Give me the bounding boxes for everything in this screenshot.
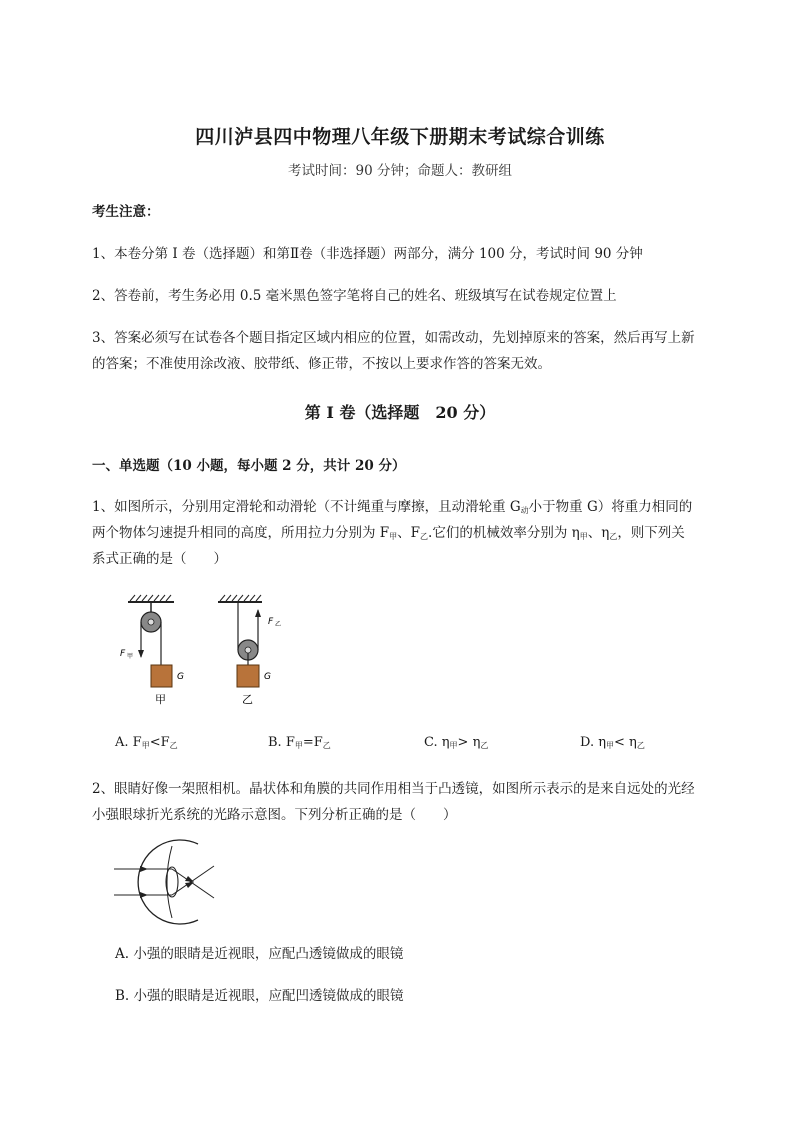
part-heading: 一、单选题（10 小题，每小题 2 分，共计 20 分） bbox=[92, 458, 406, 474]
label-g-1: G bbox=[177, 672, 184, 682]
label-f-yi: F bbox=[268, 617, 274, 627]
caption-jia: 甲 bbox=[155, 693, 166, 706]
arrow-down-icon bbox=[138, 650, 144, 658]
q2-line-1: 2、眼睛好像一架照相机。晶状体和角膜的共同作用相当于凸透镜，如图所示表示的是来自远处的光经 bbox=[92, 781, 695, 797]
q1-text: .它们的机械效率分别为 η bbox=[428, 525, 580, 541]
q1-line-3: 系式正确的是（ ） bbox=[92, 551, 227, 567]
option-subscript: 乙 bbox=[636, 741, 645, 750]
arrow-ray-icon bbox=[185, 882, 194, 888]
option-text: D. η bbox=[580, 735, 607, 750]
label-f-jia-sub: 甲 bbox=[127, 653, 134, 660]
option-text: =F bbox=[302, 735, 323, 750]
notice-item-1: 1、本卷分第 I 卷（选择题）和第Ⅱ卷（非选择题）两部分，满分 100 分，考试时间 90 分钟 bbox=[92, 246, 643, 262]
caption-yi: 乙 bbox=[242, 693, 253, 706]
arrow-right-icon bbox=[140, 866, 148, 872]
label-g-2: G bbox=[264, 672, 271, 682]
notice-item-3-line-1: 3、答案必须写在试卷各个题目指定区域内相应的位置，如需改动，先划掉原来的答案，然后再写上新 bbox=[92, 330, 695, 346]
option-text: C. η bbox=[424, 735, 450, 750]
option-subscript: 甲 bbox=[141, 741, 150, 750]
q1-subscript: 乙 bbox=[420, 532, 429, 541]
ceiling-hatch bbox=[130, 595, 171, 601]
q1-text: 1、如图所示，分别用定滑轮和动滑轮（不计绳重与摩擦，且动滑轮重 G bbox=[92, 499, 521, 515]
q1-subscript: 动 bbox=[520, 506, 529, 515]
eye-diagram bbox=[112, 838, 232, 928]
option-subscript: 乙 bbox=[169, 741, 178, 750]
q2-option-a[interactable]: A. 小强的眼睛是近视眼，应配凸透镜做成的眼镜 bbox=[115, 946, 404, 962]
arrow-up-icon bbox=[255, 609, 261, 617]
arrow-ray-icon bbox=[185, 876, 194, 882]
q1-subscript: 甲 bbox=[579, 532, 588, 541]
weight-block bbox=[151, 665, 172, 687]
q1-option-d[interactable] bbox=[580, 735, 645, 751]
q2-option-b[interactable]: B. 小强的眼睛是近视眼，应配凹透镜做成的眼镜 bbox=[115, 988, 404, 1004]
q1-text: 小于物重 G）将重力相同的 bbox=[528, 499, 693, 515]
option-subscript: 乙 bbox=[480, 741, 489, 750]
weight-block bbox=[237, 665, 259, 687]
cornea-curve bbox=[167, 846, 172, 918]
notice-item-3-line-2: 的答案；不准使用涂改液、胶带纸、修正带，不按以上要求作答的答案无效。 bbox=[92, 356, 551, 372]
q1-text: ，则下列关 bbox=[617, 525, 685, 541]
option-subscript: 甲 bbox=[449, 741, 458, 750]
option-subscript: 甲 bbox=[606, 741, 615, 750]
option-text: A. F bbox=[115, 735, 142, 750]
notice-heading: 考生注意： bbox=[92, 204, 160, 220]
page-title: 四川泸县四中物理八年级下册期末考试综合训练 bbox=[195, 126, 605, 148]
q1-option-b[interactable] bbox=[268, 735, 331, 751]
section-title: 第 I 卷（选择题 20 分） bbox=[304, 403, 496, 422]
q1-text: 、F bbox=[397, 525, 421, 541]
notice-item-2: 2、答卷前，考生务必用 0.5 毫米黑色签字笔将自己的姓名、班级填写在试卷规定位置上 bbox=[92, 288, 617, 304]
q1-text: 两个物体匀速提升相同的高度，所用拉力分别为 F bbox=[92, 525, 390, 541]
label-f-jia: F bbox=[120, 649, 126, 659]
option-text: B. F bbox=[268, 735, 295, 750]
option-text: < η bbox=[614, 735, 637, 750]
option-text: > η bbox=[457, 735, 481, 750]
q1-text: 、η bbox=[587, 525, 610, 541]
q1-subscript: 甲 bbox=[389, 532, 398, 541]
option-text: <F bbox=[149, 735, 170, 750]
option-subscript: 乙 bbox=[322, 741, 331, 750]
q1-subscript: 乙 bbox=[609, 532, 618, 541]
exam-subtitle: 考试时间：90 分钟；命题人：教研组 bbox=[288, 163, 512, 179]
ceiling-hatch bbox=[220, 595, 261, 601]
q2-line-2: 小强眼球折光系统的光路示意图。下列分析正确的是（ ） bbox=[92, 807, 457, 823]
option-subscript: 甲 bbox=[294, 741, 303, 750]
eyeball-outline bbox=[138, 840, 198, 924]
arrow-right-icon bbox=[140, 892, 148, 898]
label-f-yi-sub: 乙 bbox=[275, 621, 282, 628]
q1-option-c[interactable] bbox=[424, 735, 488, 751]
pulley-figure bbox=[110, 592, 300, 717]
q1-option-a[interactable] bbox=[115, 735, 178, 751]
